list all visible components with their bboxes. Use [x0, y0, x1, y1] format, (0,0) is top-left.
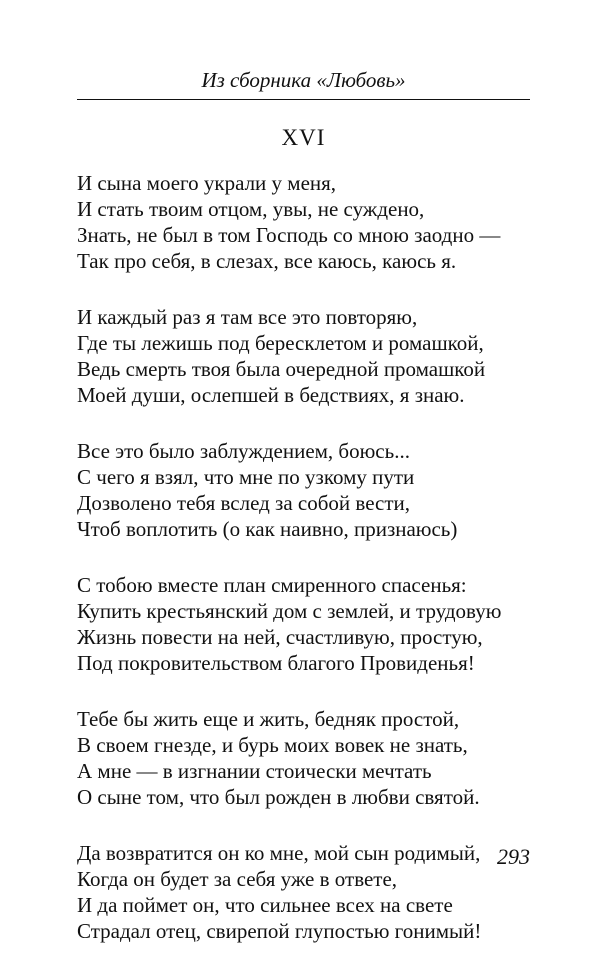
poem-line: Тебе бы жить еще и жить, бедняк простой,: [77, 707, 460, 731]
poem-line: Под покровительством благого Провиденья!: [77, 651, 475, 675]
poem-line: О сыне том, что был рожден в любви святой.: [77, 785, 480, 809]
poem-line: Купить крестьянский дом с землей, и трудовую: [77, 599, 502, 623]
poem-line: И каждый раз я там все это повторяю,: [77, 305, 418, 329]
stanza: [77, 304, 537, 408]
running-head: Из сборника «Любовь»: [201, 68, 406, 92]
poem-line: Ведь смерть твоя была очередной промашкой: [77, 357, 486, 381]
poem-line: И сына моего украли у меня,: [77, 171, 337, 195]
poem-line: Дозволено тебя вслед за собой вести,: [77, 491, 411, 515]
poem-line: Так про себя, в слезах, все каюсь, каюсь я.: [77, 249, 457, 273]
stanza: [77, 438, 537, 542]
poem-number: XVI: [281, 125, 326, 150]
stanza: [77, 170, 537, 274]
poem-line: В своем гнезде, и бурь моих вовек не знать,: [77, 733, 468, 757]
poem-line: Когда он будет за себя уже в ответе,: [77, 867, 398, 891]
poem-line: С чего я взял, что мне по узкому пути: [77, 465, 415, 489]
poem-line: Чтоб воплотить (о как наивно, признаюсь): [77, 517, 458, 541]
poem-line: А мне — в изгнании стоически мечтать: [77, 759, 432, 783]
poem-line: Знать, не был в том Господь со мною заодно —: [77, 223, 501, 247]
poem-line: Где ты лежишь под бересклетом и ромашкой,: [77, 331, 484, 355]
stanza: [77, 706, 537, 810]
poem-line: С тобою вместе план смиренного спасенья:: [77, 573, 467, 597]
poem-line: И стать твоим отцом, увы, не суждено,: [77, 197, 425, 221]
poem-line: Жизнь повести на ней, счастливую, простую,: [77, 625, 483, 649]
stanza: [77, 572, 537, 676]
poem-line: Все это было заблуждением, боюсь...: [77, 439, 410, 463]
poem-line: И да поймет он, что сильнее всех на свете: [77, 893, 453, 917]
poem-line: Да возвратится он ко мне, мой сын родимый,: [77, 841, 481, 865]
poem-line: Страдал отец, свирепой глупостью гонимый!: [77, 919, 482, 943]
page-number: 293: [497, 844, 530, 869]
header-divider: [77, 99, 530, 100]
poem-line: Моей души, ослепшей в бедствиях, я знаю.: [77, 383, 465, 407]
